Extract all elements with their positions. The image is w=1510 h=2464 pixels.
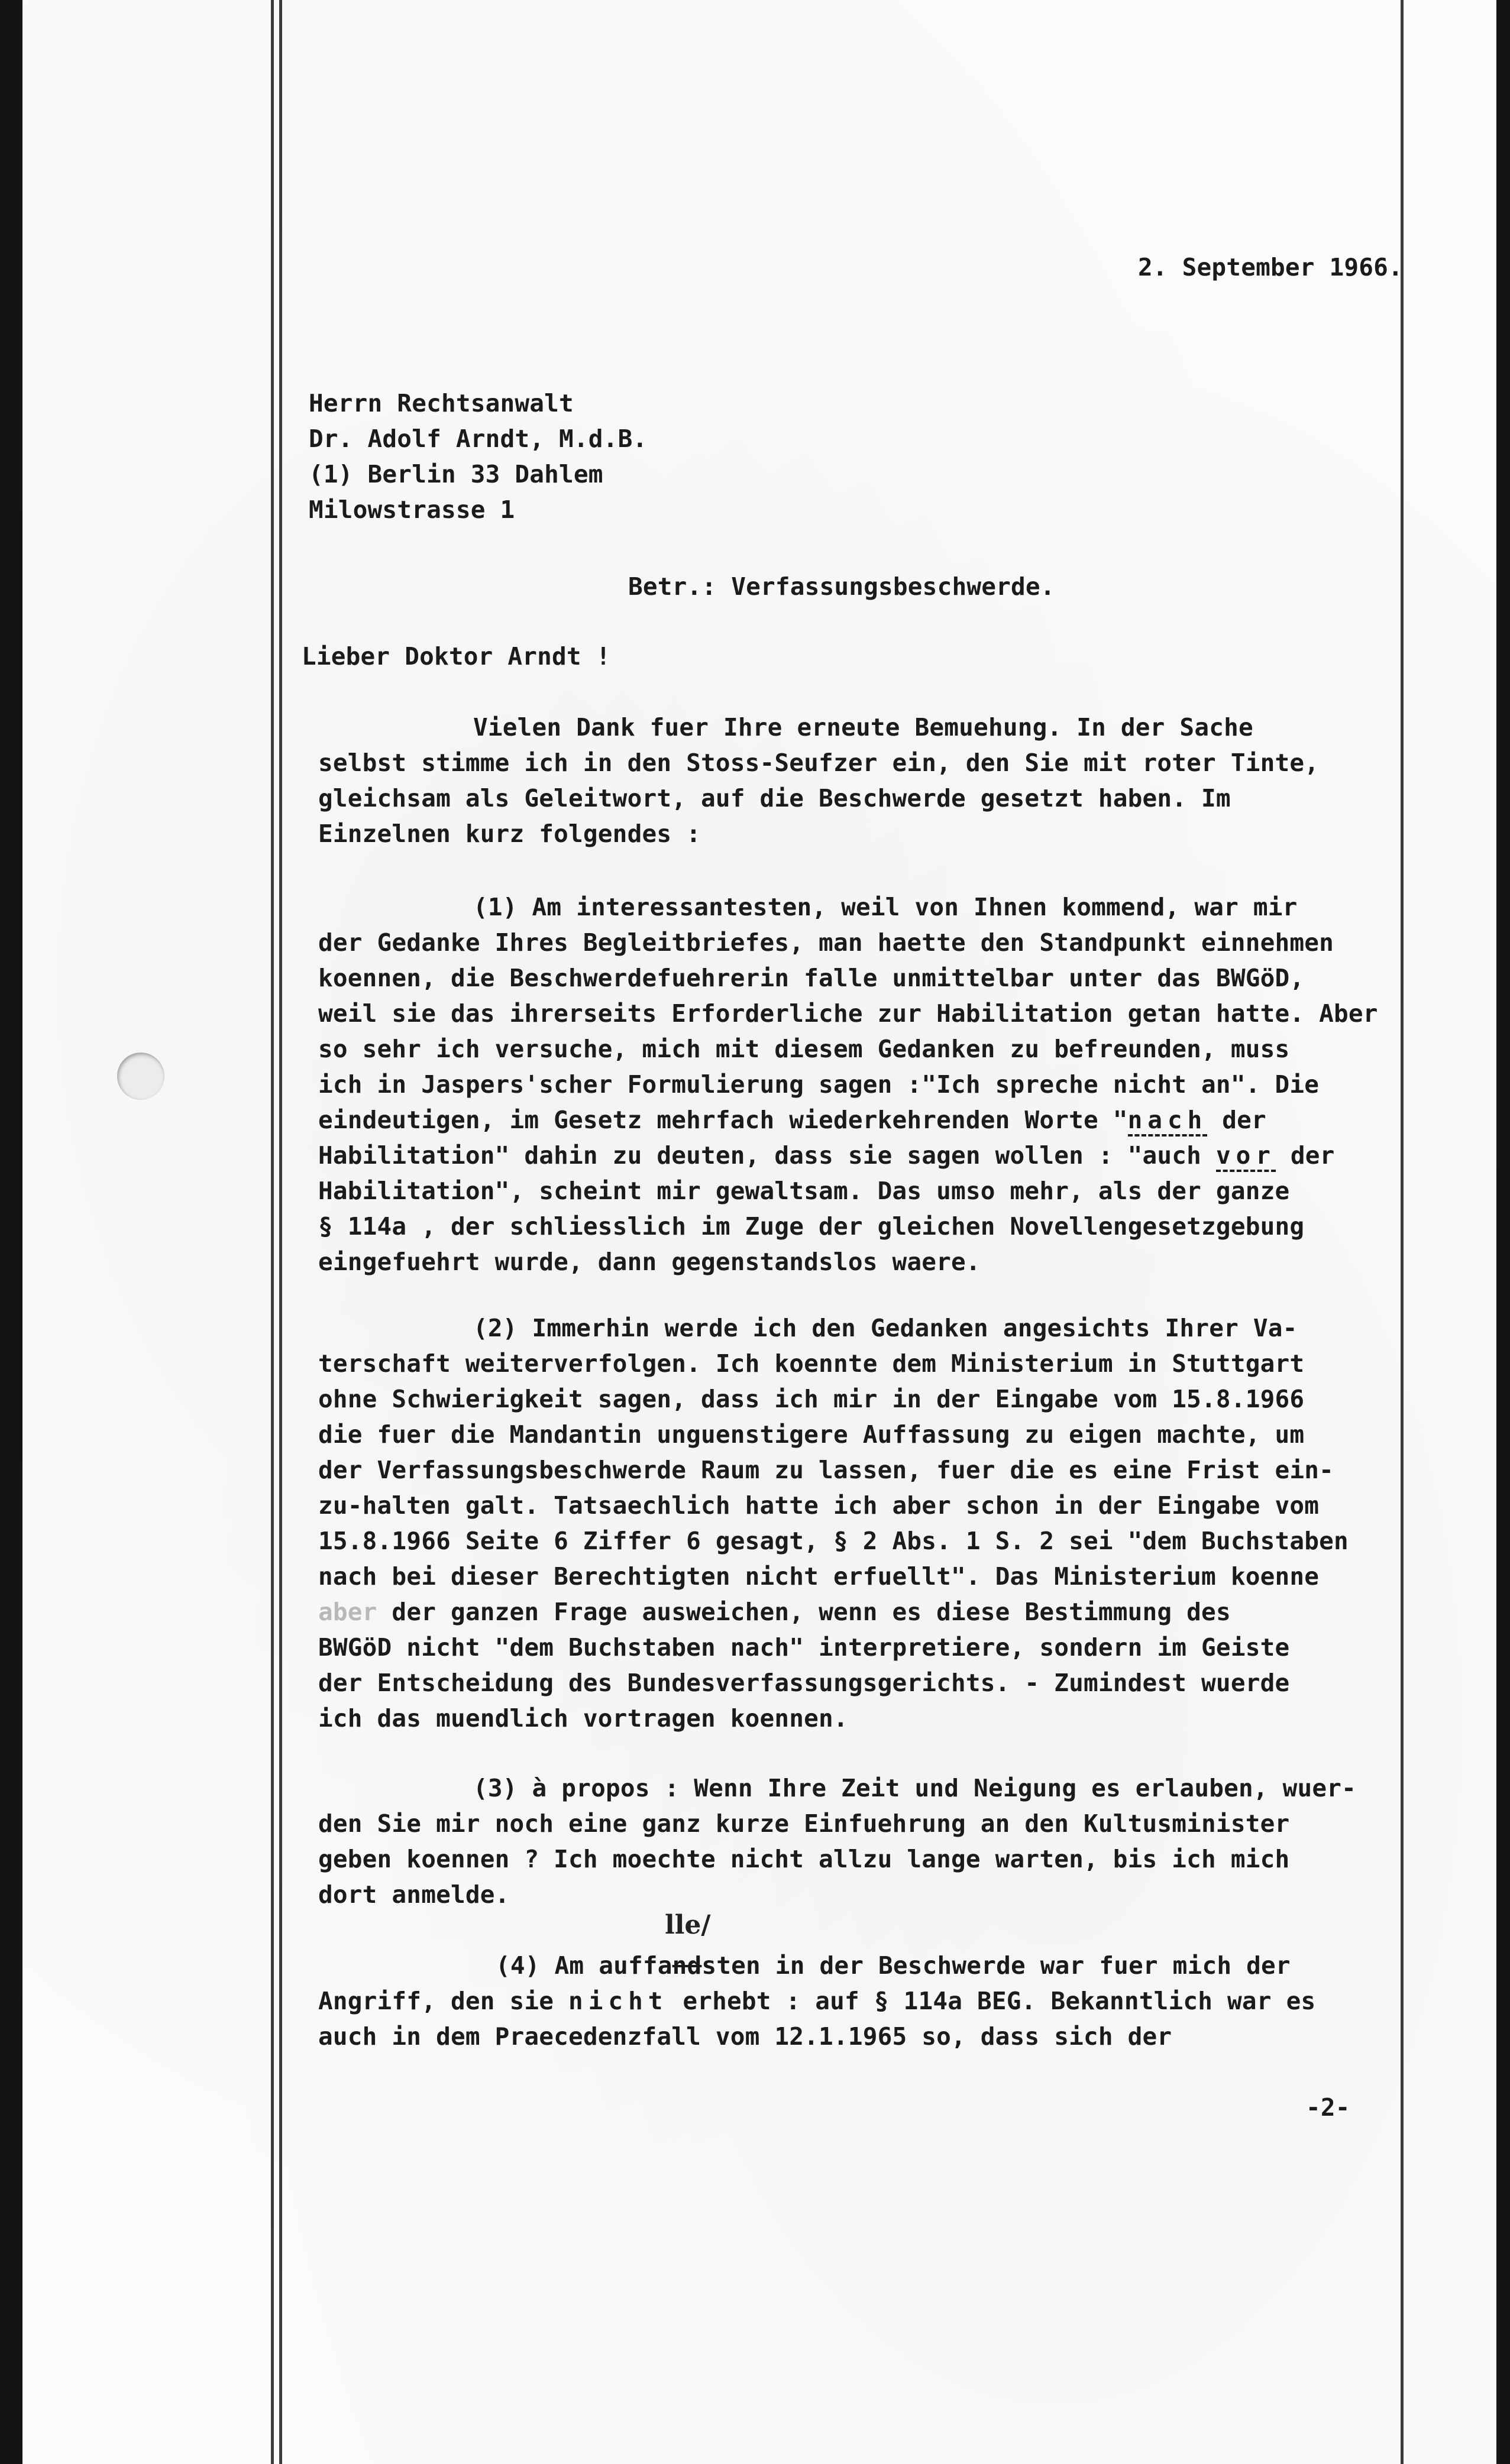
text-line: Habilitation", scheint mir gewaltsam. Das umso mehr, als der ganze [318, 1177, 1290, 1205]
text-line: dort anmelde. [318, 1880, 510, 1909]
text-segment: erhebt : auf § 114a BEG. Bekanntlich war es [668, 1987, 1316, 2015]
text-line: § 114a , der schliesslich im Zuge der gleichen Novellengesetzgebung [318, 1212, 1305, 1241]
text-line: ohne Schwierigkeit sagen, dass ich mir in der Eingabe vom 15.8.1966 [318, 1385, 1305, 1413]
address-line: Milowstrasse 1 [309, 496, 515, 524]
intro-first-line: Vielen Dank fuer Ihre erneute Bemuehung. In der Sache [473, 713, 1253, 742]
text-line [318, 1598, 1231, 1626]
right-margin-rule [1401, 0, 1404, 2464]
text-line: den Sie mir noch eine ganz kurze Einfuehrung an den Kultusminister [318, 1809, 1290, 1838]
text-segment: (4) Am auffa [496, 1951, 672, 1980]
text-line: ich das muendlich vortragen koennen. [318, 1704, 848, 1733]
page-continuation-marker: -2- [1306, 2093, 1350, 2122]
text-line: so sehr ich versuche, mich mit diesem Gedanken zu befreunden, muss [318, 1035, 1290, 1063]
paragraph-2 [318, 1349, 1349, 1733]
text-line: terschaft weiterverfolgen. Ich koennte dem Ministerium in Stuttgart [318, 1349, 1305, 1378]
punch-hole [117, 1053, 164, 1100]
p4-first-line [496, 1951, 1291, 1980]
address-line: (1) Berlin 33 Dahlem [309, 460, 603, 488]
emphasized-word-nicht: nicht [568, 1987, 668, 2015]
text-line: BWGöD nicht "dem Buchstaben nach" interpretiere, sondern im Geiste [318, 1633, 1290, 1662]
text-line: der Entscheidung des Bundesverfassungsgerichts. - Zumindest wuerde [318, 1669, 1290, 1697]
subject-line: Betr.: Verfassungsbeschwerde. [628, 572, 1055, 601]
struck-letters: nd [672, 1951, 702, 1980]
faded-word: aber [318, 1598, 377, 1626]
emphasized-word-nach: nach [1128, 1106, 1208, 1137]
address-line: Dr. Adolf Arndt, M.d.B. [309, 425, 648, 453]
text-line: geben koennen ? Ich moechte nicht allzu lange warten, bis ich mich [318, 1845, 1290, 1873]
text-line: der Verfassungsbeschwerde Raum zu lassen, fuer die es eine Frist ein- [318, 1456, 1334, 1484]
text-line: gleichsam als Geleitwort, auf die Beschwerde gesetzt haben. Im [318, 784, 1231, 812]
p2-first-line: (2) Immerhin werde ich den Gedanken angesichts Ihrer Va- [473, 1314, 1298, 1342]
text-line: der Gedanke Ihres Begleitbriefes, man haette den Standpunkt einnehmen [318, 928, 1334, 957]
text-line [318, 1141, 1335, 1170]
text-line: weil sie das ihrerseits Erforderliche zur Habilitation getan hatte. Aber [318, 999, 1378, 1028]
emphasized-word-vor: vor [1216, 1141, 1276, 1172]
paragraph-4 [318, 1987, 1316, 2100]
text-segment: der ganzen Frage ausweichen, wenn es diese Bestimmung des [377, 1598, 1231, 1626]
text-segment: Angriff, den sie [318, 1987, 569, 2015]
intro-paragraph [318, 749, 1320, 891]
paragraph-1 [318, 928, 1378, 1276]
text-segment: der [1276, 1141, 1335, 1170]
text-line [318, 1106, 1266, 1134]
handwritten-correction: lle/ [665, 1910, 711, 1940]
text-line: eingefuehrt wurde, dann gegenstandslos waere. [318, 1248, 981, 1276]
text-line: die fuer die Mandantin unguenstigere Auffassung zu eigen machte, um [318, 1420, 1305, 1449]
address-block [309, 389, 648, 559]
left-margin-rule-inner [279, 0, 282, 2464]
letter-sheet [22, 0, 1496, 2464]
text-line [318, 1987, 1315, 2015]
text-line: nach bei dieser Berechtigten nicht erfuellt". Das Ministerium koenne [318, 1562, 1320, 1591]
text-line: zu-halten galt. Tatsaechlich hatte ich aber schon in der Eingabe vom [318, 1491, 1320, 1520]
text-segment: der [1207, 1106, 1266, 1134]
text-segment: Habilitation" dahin zu deuten, dass sie sagen wollen : "auch [318, 1141, 1216, 1170]
left-margin-rule [271, 0, 274, 2464]
text-line: selbst stimme ich in den Stoss-Seufzer ein, den Sie mit roter Tinte, [318, 749, 1320, 777]
salutation: Lieber Doktor Arndt ! [302, 642, 611, 671]
text-line: auch in dem Praecedenzfall vom 12.1.1965 so, dass sich der [318, 2022, 1172, 2051]
text-segment: sten in der Beschwerde war fuer mich der [701, 1951, 1291, 1980]
text-line: ich in Jaspers'scher Formulierung sagen :"Ich spreche nicht an". Die [318, 1070, 1320, 1099]
p3-first-line: (3) à propos : Wenn Ihre Zeit und Neigung es erlauben, wuer- [473, 1774, 1357, 1802]
text-line: koennen, die Beschwerdefuehrerin falle unmittelbar unter das BWGöD, [318, 964, 1305, 992]
p1-first-line: (1) Am interessantesten, weil von Ihnen kommend, war mir [473, 893, 1298, 921]
address-line: Herrn Rechtsanwalt [309, 389, 574, 417]
text-segment: eindeutigen, im Gesetz mehrfach wiederkehrenden Worte " [318, 1106, 1128, 1134]
text-line: Einzelnen kurz folgendes : [318, 820, 701, 848]
letter-date: 2. September 1966. [1138, 253, 1403, 281]
text-line: 15.8.1966 Seite 6 Ziffer 6 gesagt, § 2 Abs. 1 S. 2 sei "dem Buchstaben [318, 1527, 1349, 1555]
